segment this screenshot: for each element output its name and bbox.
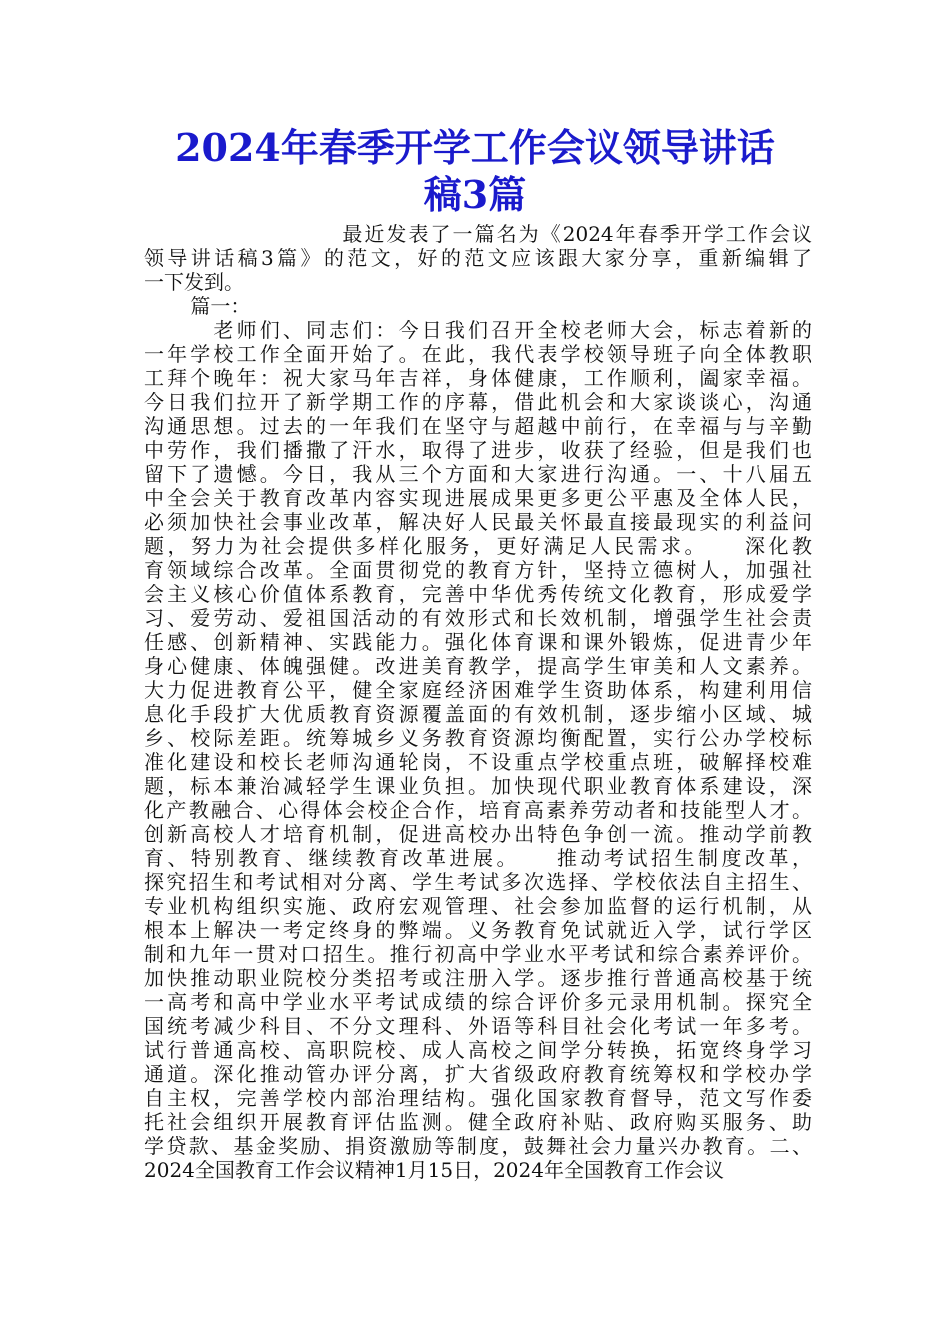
- body-line: 一高考和高中学业水平考试成绩的综合评价多元录用机制。探究全: [144, 990, 812, 1014]
- body-line: 探究招生和考试相对分离、学生考试多次选择、学校依法自主招生、: [144, 870, 812, 894]
- body-line: 必须加快社会事业改革，解决好人民最关怀最直接最现实的利益问: [144, 510, 812, 534]
- body-line: 根本上解决一考定终身的弊端。义务教育免试就近入学，试行学区: [144, 918, 812, 942]
- title-line: 稿3篇: [423, 172, 527, 217]
- body-line: 托社会组织开展教育评估监测。健全政府补贴、政府购买服务、助: [144, 1110, 812, 1134]
- body-line: 息化手段扩大优质教育资源覆盖面的有效机制，逐步缩小区域、城: [144, 702, 812, 726]
- document-body: [144, 222, 812, 1182]
- title-line: 2024年春季开学工作会议领导讲话: [175, 125, 775, 170]
- body-line: 准化建设和校长老师沟通轮岗，不设重点学校重点班，破解择校难: [144, 750, 812, 774]
- body-line: 题，标本兼治减轻学生课业负担。加快现代职业教育体系建设，深: [144, 774, 812, 798]
- body-line: 育、特别教育、继续教育改革进展。 推动考试招生制度改革，: [144, 846, 812, 870]
- body-line: 中全会关于教育改革内容实现进展成果更多更公平惠及全体人民，: [144, 486, 812, 510]
- body-line: 今日我们拉开了新学期工作的序幕，借此机会和大家谈谈心，沟通: [144, 390, 812, 414]
- body-line: 2024全国教育工作会议精神1月15日，2024年全国教育工作会议: [144, 1158, 724, 1182]
- body-line: 会主义核心价值体系教育，完善中华优秀传统文化教育，形成爱学: [144, 582, 812, 606]
- body-line: 留下了遗憾。今日，我从三个方面和大家进行沟通。一、十八届五: [144, 462, 812, 486]
- body-paragraph: [144, 318, 812, 1182]
- section-heading: 篇一：: [144, 294, 251, 318]
- body-line: 化产教融合、心得体会校企合作，培育高素养劳动者和技能型人才。: [144, 798, 812, 822]
- intro-line: 最近发表了一篇名为《2024年春季开学工作会议: [144, 222, 812, 246]
- body-line: 工拜个晚年：祝大家马年吉祥，身体健康，工作顺利，阖家幸福。: [144, 366, 812, 390]
- body-line: 创新高校人才培育机制，促进高校办出特色争创一流。推动学前教: [144, 822, 812, 846]
- document-title: [0, 124, 950, 218]
- body-line: 通道。深化推动管办评分离，扩大省级政府教育统筹权和学校办学: [144, 1062, 812, 1086]
- body-line: 试行普通高校、高职院校、成人高校之间学分转换，拓宽终身学习: [144, 1038, 812, 1062]
- body-line: 中劳作，我们播撒了汗水，取得了进步，收获了经验，但是我们也: [144, 438, 812, 462]
- body-line: 自主权，完善学校内部治理结构。强化国家教育督导，范文写作委: [144, 1086, 812, 1110]
- intro-line: 一下发到。: [144, 270, 244, 294]
- body-line: 沟通思想。过去的一年我们在坚守与超越中前行，在幸福与与辛勤: [144, 414, 812, 438]
- body-line: 习、爱劳动、爱祖国活动的有效形式和长效机制，增强学生社会责: [144, 606, 812, 630]
- body-line: 学贷款、基金奖励、捐资激励等制度，鼓舞社会力量兴办教育。二、: [144, 1134, 812, 1158]
- body-line: 加快推动职业院校分类招考或注册入学。逐步推行普通高校基于统: [144, 966, 812, 990]
- body-line: 专业机构组织实施、政府宏观管理、社会参加监督的运行机制，从: [144, 894, 812, 918]
- body-line: 育领域综合改革。全面贯彻党的教育方针，坚持立德树人，加强社: [144, 558, 812, 582]
- body-line: 大力促进教育公平，健全家庭经济困难学生资助体系，构建利用信: [144, 678, 812, 702]
- body-line: 任感、创新精神、实践能力。强化体育课和课外锻炼，促进青少年: [144, 630, 812, 654]
- body-line: 制和九年一贯对口招生。推行初高中学业水平考试和综合素养评价。: [144, 942, 812, 966]
- intro-line: 领导讲话稿3篇》的范文，好的范文应该跟大家分享，重新编辑了: [144, 246, 812, 270]
- body-line: 国统考减少科目、不分文理科、外语等科目社会化考试一年多考。: [144, 1014, 812, 1038]
- body-line: 老师们、同志们：今日我们召开全校老师大会，标志着新的: [144, 318, 812, 342]
- body-line: 身心健康、体魄强健。改进美育教学，提高学生审美和人文素养。: [144, 654, 812, 678]
- body-line: 一年学校工作全面开始了。在此，我代表学校领导班子向全体教职: [144, 342, 812, 366]
- body-line: 乡、校际差距。统筹城乡义务教育资源均衡配置，实行公办学校标: [144, 726, 812, 750]
- body-line: 题，努力为社会提供多样化服务，更好满足人民需求。 深化教: [144, 534, 812, 558]
